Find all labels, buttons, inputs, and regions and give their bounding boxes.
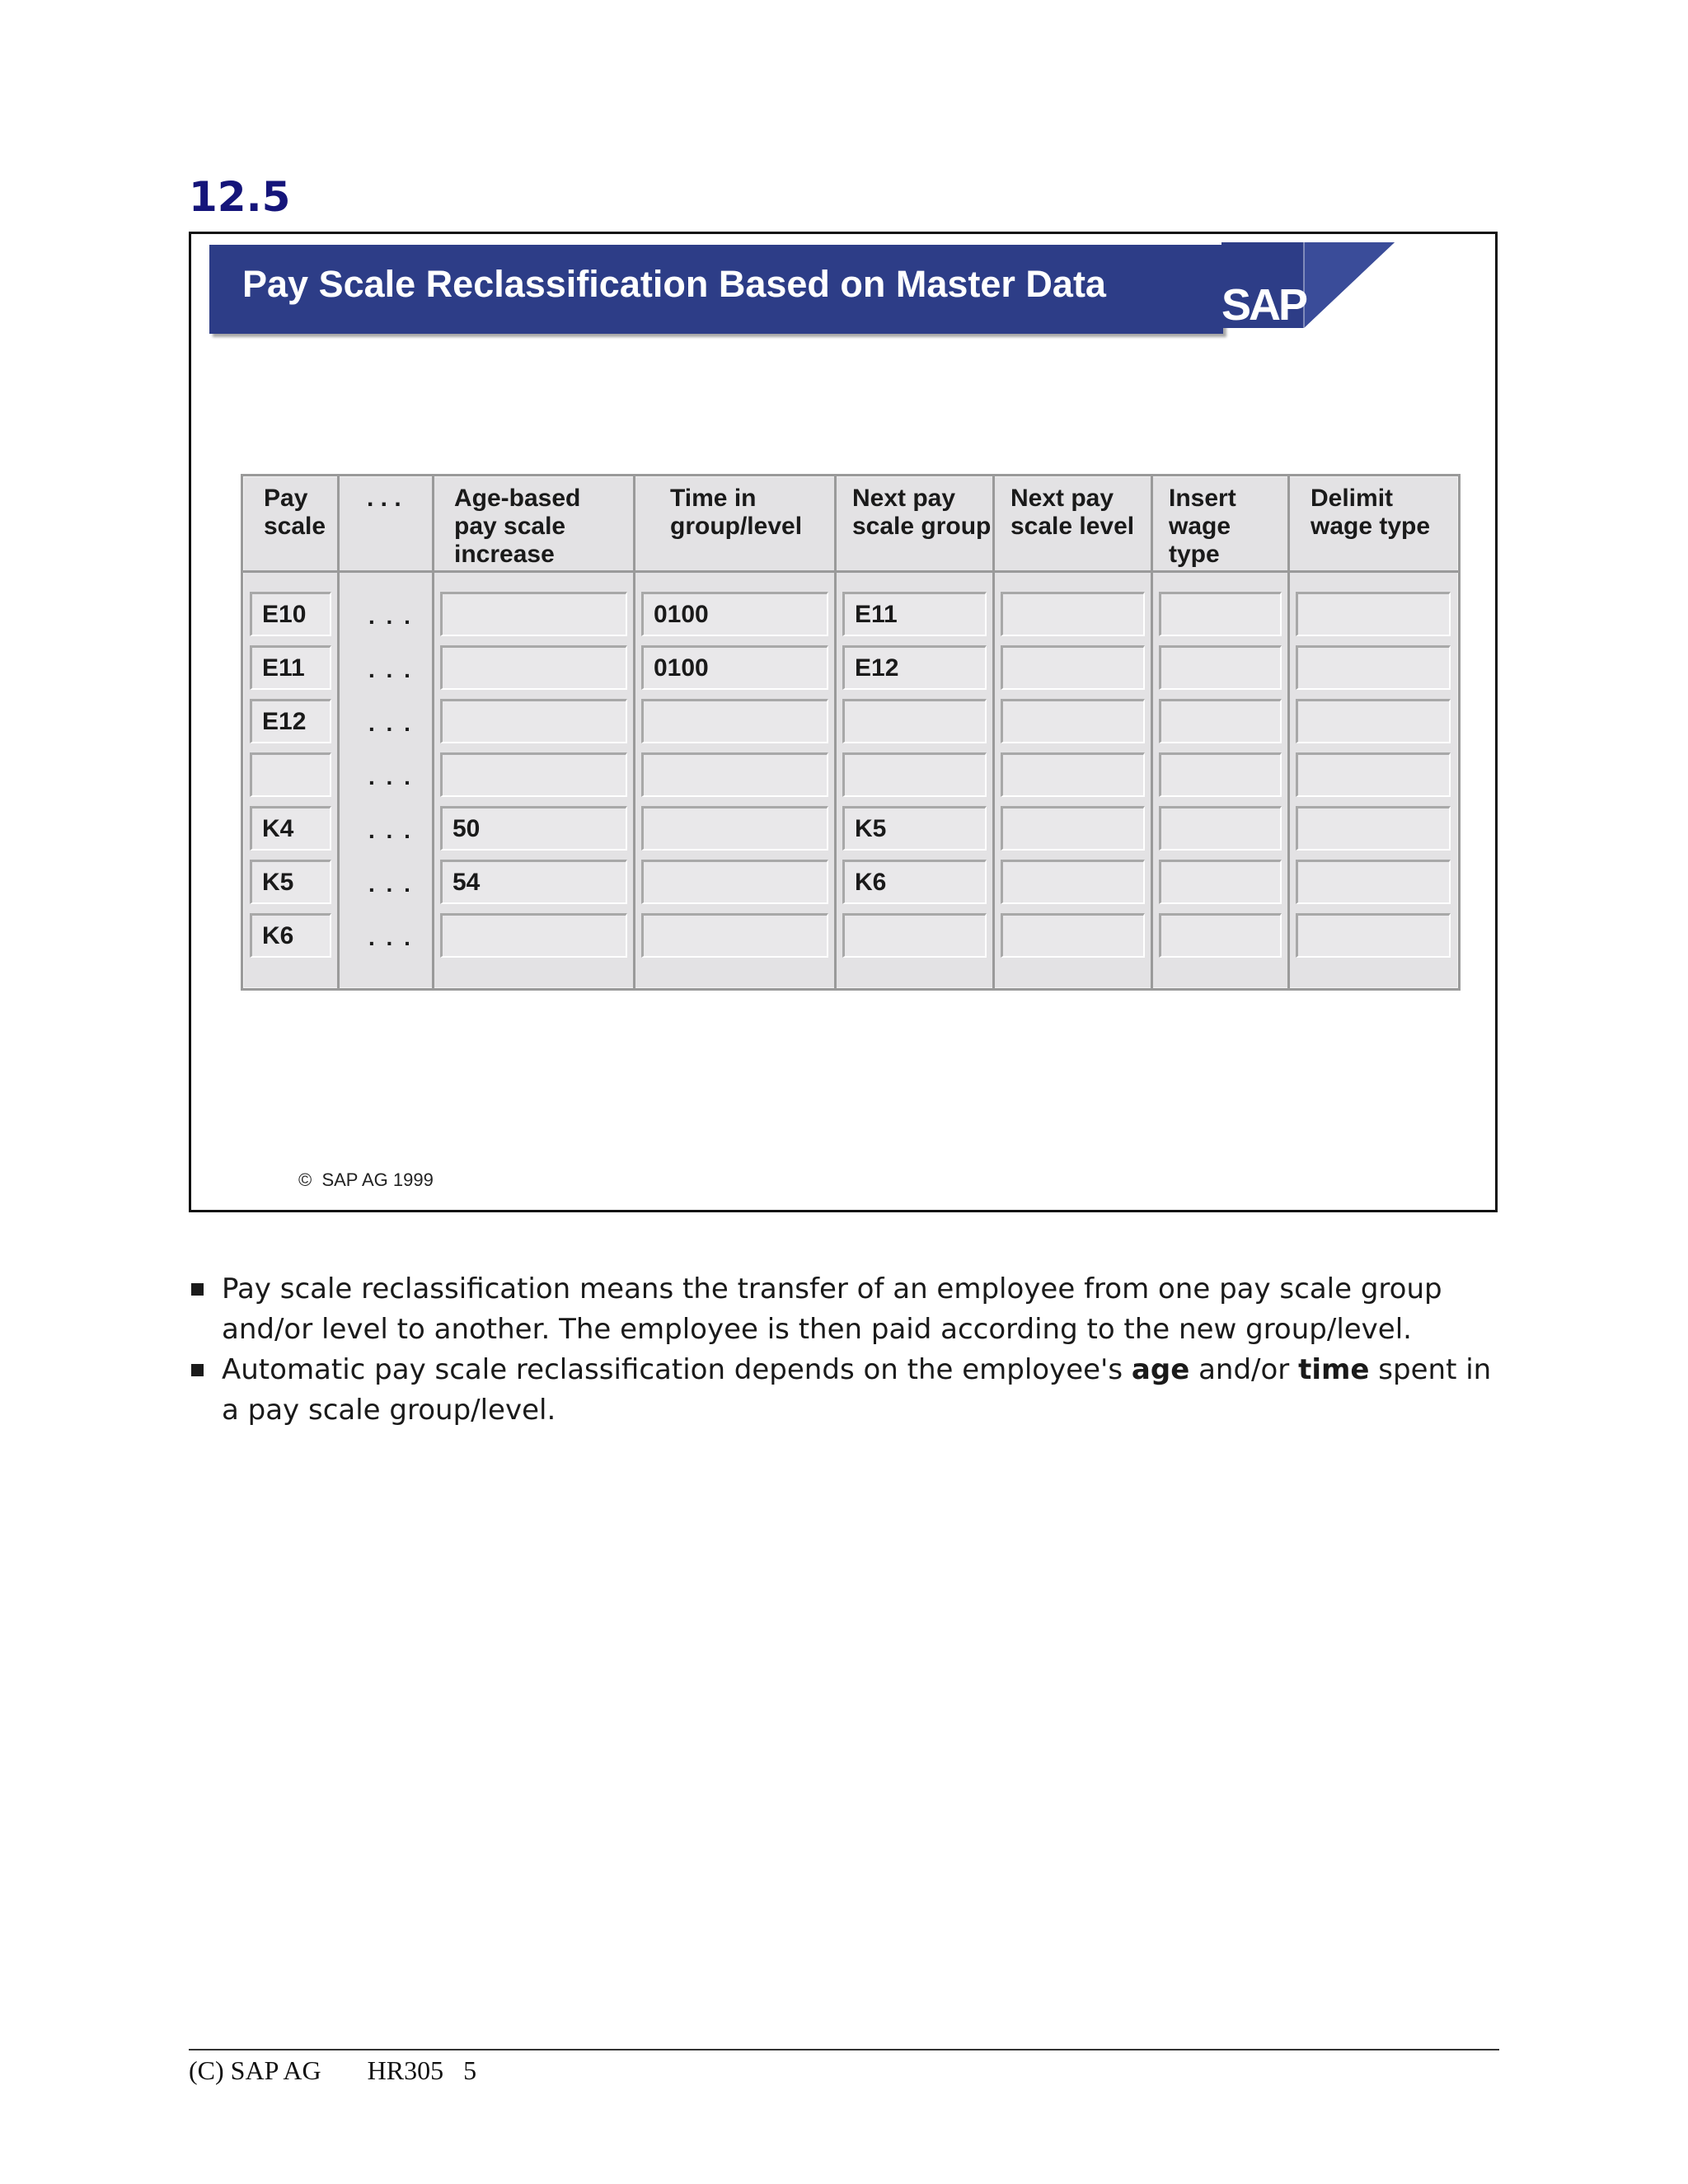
table-cell-time-in-group[interactable] [641, 699, 828, 743]
table-cell-insert-wage[interactable] [1159, 806, 1282, 851]
table-cell-time-in-group[interactable]: 0100 [641, 592, 828, 636]
footer-rule [189, 2049, 1499, 2050]
table-cell-insert-wage[interactable] [1159, 860, 1282, 904]
table-cell-age-increase[interactable] [440, 592, 627, 636]
bullet-square-icon [191, 1364, 204, 1376]
footer-left: (C) SAP AG [189, 2055, 321, 2085]
sap-logo [1221, 242, 1419, 333]
column-header: Next pay scale group [852, 485, 992, 540]
table-cell-delimit-wage[interactable] [1296, 860, 1451, 904]
bullet-item [189, 1269, 1507, 1350]
column-header: Age-based pay scale increase [454, 485, 581, 568]
table-cell-next-group[interactable]: K6 [842, 860, 987, 904]
table-cell-pay-scale[interactable]: E11 [250, 645, 331, 690]
table-cell-delimit-wage[interactable] [1296, 645, 1451, 690]
table-cell-pay-scale[interactable]: K6 [250, 913, 331, 958]
table-cell-delimit-wage[interactable] [1296, 913, 1451, 958]
ellipsis-cell: . . . [368, 871, 413, 897]
column-divider [992, 476, 995, 988]
column-divider [633, 476, 635, 988]
ellipsis-cell: . . . [368, 710, 413, 736]
page-footer [189, 2055, 476, 2086]
column-divider [834, 476, 837, 988]
column-header: . . . [367, 485, 401, 512]
footer-page: 5 [463, 2055, 477, 2085]
bullet-emphasis: age [1131, 1353, 1190, 1386]
slide-title-bar [209, 245, 1223, 334]
table-cell-insert-wage[interactable] [1159, 699, 1282, 743]
sap-logo-text: SAP [1221, 280, 1306, 330]
column-divider [1151, 476, 1153, 988]
ellipsis-cell: . . . [368, 657, 413, 682]
bullet-square-icon [191, 1283, 204, 1296]
table-cell-age-increase[interactable] [440, 752, 627, 797]
table-cell-time-in-group[interactable] [641, 860, 828, 904]
column-header: Insert wage type [1169, 485, 1236, 568]
column-header: Pay scale [264, 485, 326, 540]
table-cell-next-group[interactable] [842, 752, 987, 797]
table-cell-next-level[interactable] [1001, 645, 1145, 690]
slide-frame [189, 232, 1498, 1212]
ellipsis-cell: . . . [368, 603, 413, 629]
slide-copyright [298, 1169, 434, 1191]
table-cell-pay-scale[interactable]: K4 [250, 806, 331, 851]
ellipsis-cell: . . . [368, 764, 413, 790]
column-divider [337, 476, 340, 988]
table-cell-next-level[interactable] [1001, 913, 1145, 958]
table-cell-delimit-wage[interactable] [1296, 806, 1451, 851]
table-cell-pay-scale[interactable]: E12 [250, 699, 331, 743]
table-cell-insert-wage[interactable] [1159, 645, 1282, 690]
table-cell-delimit-wage[interactable] [1296, 699, 1451, 743]
table-cell-pay-scale[interactable] [250, 752, 331, 797]
table-cell-next-group[interactable]: E11 [842, 592, 987, 636]
table-cell-age-increase[interactable] [440, 699, 627, 743]
table-cell-insert-wage[interactable] [1159, 592, 1282, 636]
table-cell-next-group[interactable] [842, 699, 987, 743]
slide-title: Pay Scale Reclassification Based on Master Data [242, 263, 1106, 305]
table-cell-next-level[interactable] [1001, 860, 1145, 904]
table-cell-next-level[interactable] [1001, 806, 1145, 851]
table-cell-time-in-group[interactable] [641, 913, 828, 958]
table-cell-insert-wage[interactable] [1159, 913, 1282, 958]
bullet-text: and/or [1189, 1353, 1299, 1386]
header-divider [243, 570, 1458, 573]
table-cell-next-group[interactable]: E12 [842, 645, 987, 690]
ellipsis-cell: . . . [368, 925, 413, 950]
table-cell-next-level[interactable] [1001, 699, 1145, 743]
table-cell-delimit-wage[interactable] [1296, 752, 1451, 797]
copyright-symbol: © [298, 1169, 312, 1190]
section-number: 12.5 [189, 173, 291, 221]
column-divider [432, 476, 434, 988]
pay-scale-table [241, 474, 1461, 991]
table-cell-next-group[interactable] [842, 913, 987, 958]
table-cell-time-in-group[interactable] [641, 806, 828, 851]
copyright-text: SAP AG 1999 [321, 1169, 434, 1190]
table-cell-next-level[interactable] [1001, 592, 1145, 636]
bullet-emphasis: time [1298, 1353, 1370, 1386]
table-cell-pay-scale[interactable]: K5 [250, 860, 331, 904]
table-cell-time-in-group[interactable] [641, 752, 828, 797]
table-cell-next-level[interactable] [1001, 752, 1145, 797]
bullet-text: spent in a pay scale group/level. [222, 1353, 1492, 1427]
bullet-item [189, 1350, 1507, 1431]
table-cell-insert-wage[interactable] [1159, 752, 1282, 797]
table-cell-pay-scale[interactable]: E10 [250, 592, 331, 636]
table-cell-age-increase[interactable]: 50 [440, 806, 627, 851]
column-header: Time in group/level [670, 485, 803, 540]
column-header: Delimit wage type [1311, 485, 1431, 540]
table-cell-next-group[interactable]: K5 [842, 806, 987, 851]
bullet-text: Pay scale reclassification means the transfer of an employee from one pay scale group and/or level to another. The employee is then paid according to the new group/level. [222, 1272, 1442, 1346]
table-cell-age-increase[interactable]: 54 [440, 860, 627, 904]
column-header: Next pay scale level [1010, 485, 1135, 540]
table-cell-delimit-wage[interactable] [1296, 592, 1451, 636]
bullet-list [189, 1269, 1507, 1431]
column-divider [1287, 476, 1290, 988]
table-cell-time-in-group[interactable]: 0100 [641, 645, 828, 690]
table-cell-age-increase[interactable] [440, 645, 627, 690]
ellipsis-cell: . . . [368, 818, 413, 843]
bullet-text: Automatic pay scale reclassification depends on the employee's [222, 1353, 1132, 1386]
footer-course: HR305 [367, 2055, 444, 2085]
table-cell-age-increase[interactable] [440, 913, 627, 958]
